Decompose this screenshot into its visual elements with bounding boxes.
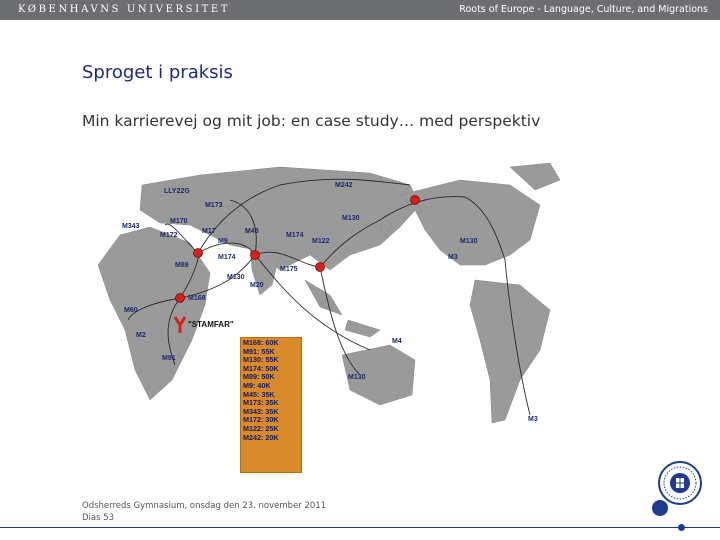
age-row: M89: 50K bbox=[243, 372, 275, 382]
university-seal-icon bbox=[657, 460, 703, 506]
migration-map bbox=[80, 155, 640, 490]
marker-m89 bbox=[194, 249, 203, 258]
university-name: KØBENHAVNS UNIVERSITET bbox=[18, 4, 231, 15]
map-label: M60 bbox=[124, 307, 138, 314]
map-label: M173 bbox=[205, 202, 223, 209]
map-label: M175 bbox=[280, 266, 298, 273]
marker-m122 bbox=[316, 263, 325, 272]
age-row: M173: 35K bbox=[243, 398, 279, 408]
map-label: M4 bbox=[392, 338, 402, 345]
map-label: M174 bbox=[286, 232, 304, 239]
map-label: M343 bbox=[122, 223, 140, 230]
footer-slide-number: Dias 53 bbox=[82, 513, 115, 523]
footer-school: Odsherreds Gymnasium, onsdag den 23. november 2011 bbox=[82, 501, 327, 511]
course-title: Roots of Europe - Language, Culture, and Migrations bbox=[459, 4, 708, 15]
slide-subtitle: Min karrierevej og mit job: en case study… med perspektiv bbox=[82, 112, 541, 130]
footer-rule bbox=[0, 527, 720, 528]
map-label: M2 bbox=[136, 332, 146, 339]
map-label: M172 bbox=[160, 232, 178, 239]
landmasses bbox=[98, 163, 560, 423]
age-row: M91: 55K bbox=[243, 346, 275, 356]
marker-m175 bbox=[251, 251, 260, 260]
age-row: M45: 35K bbox=[243, 389, 275, 399]
map-label: M122 bbox=[312, 238, 330, 245]
stamfar-label: "STAMFAR" bbox=[188, 320, 234, 329]
map-label: M130 bbox=[227, 274, 245, 281]
age-row: M242: 20K bbox=[243, 432, 279, 442]
map-label: M168 bbox=[188, 295, 206, 302]
map-label: M45 bbox=[245, 228, 259, 235]
age-legend-box bbox=[240, 337, 302, 473]
age-row: M130: 55K bbox=[243, 355, 279, 365]
brand-dot-small bbox=[678, 524, 685, 531]
map-label: M3 bbox=[448, 254, 458, 261]
brand-dot bbox=[652, 500, 668, 516]
map-label: M17 bbox=[202, 228, 216, 235]
header-bar bbox=[0, 0, 720, 20]
marker-m168 bbox=[176, 294, 185, 303]
map-label: M242 bbox=[335, 182, 353, 189]
map-label: LLY22G bbox=[164, 188, 190, 195]
map-label: M3 bbox=[528, 416, 538, 423]
map-label: M89 bbox=[175, 262, 189, 269]
map-label: M20 bbox=[250, 282, 264, 289]
map-label: M130 bbox=[460, 238, 478, 245]
age-row: M9: 40K bbox=[243, 380, 271, 390]
age-row: M172: 30K bbox=[243, 415, 279, 425]
marker-m242 bbox=[411, 196, 420, 205]
map-label: M130 bbox=[342, 215, 360, 222]
map-label: M174 bbox=[218, 254, 236, 261]
map-label: M170 bbox=[170, 218, 188, 225]
slide-title: Sproget i praksis bbox=[82, 62, 233, 83]
map-label: M9 bbox=[218, 238, 228, 245]
age-row: M343: 35K bbox=[243, 406, 279, 416]
age-row: M168: 60K bbox=[243, 338, 279, 347]
slide-footer bbox=[82, 500, 326, 524]
age-row: M122: 25K bbox=[243, 423, 279, 433]
age-row: M174: 50K bbox=[243, 363, 279, 373]
map-label: M130 bbox=[348, 374, 366, 381]
map-label: M91 bbox=[162, 355, 176, 362]
